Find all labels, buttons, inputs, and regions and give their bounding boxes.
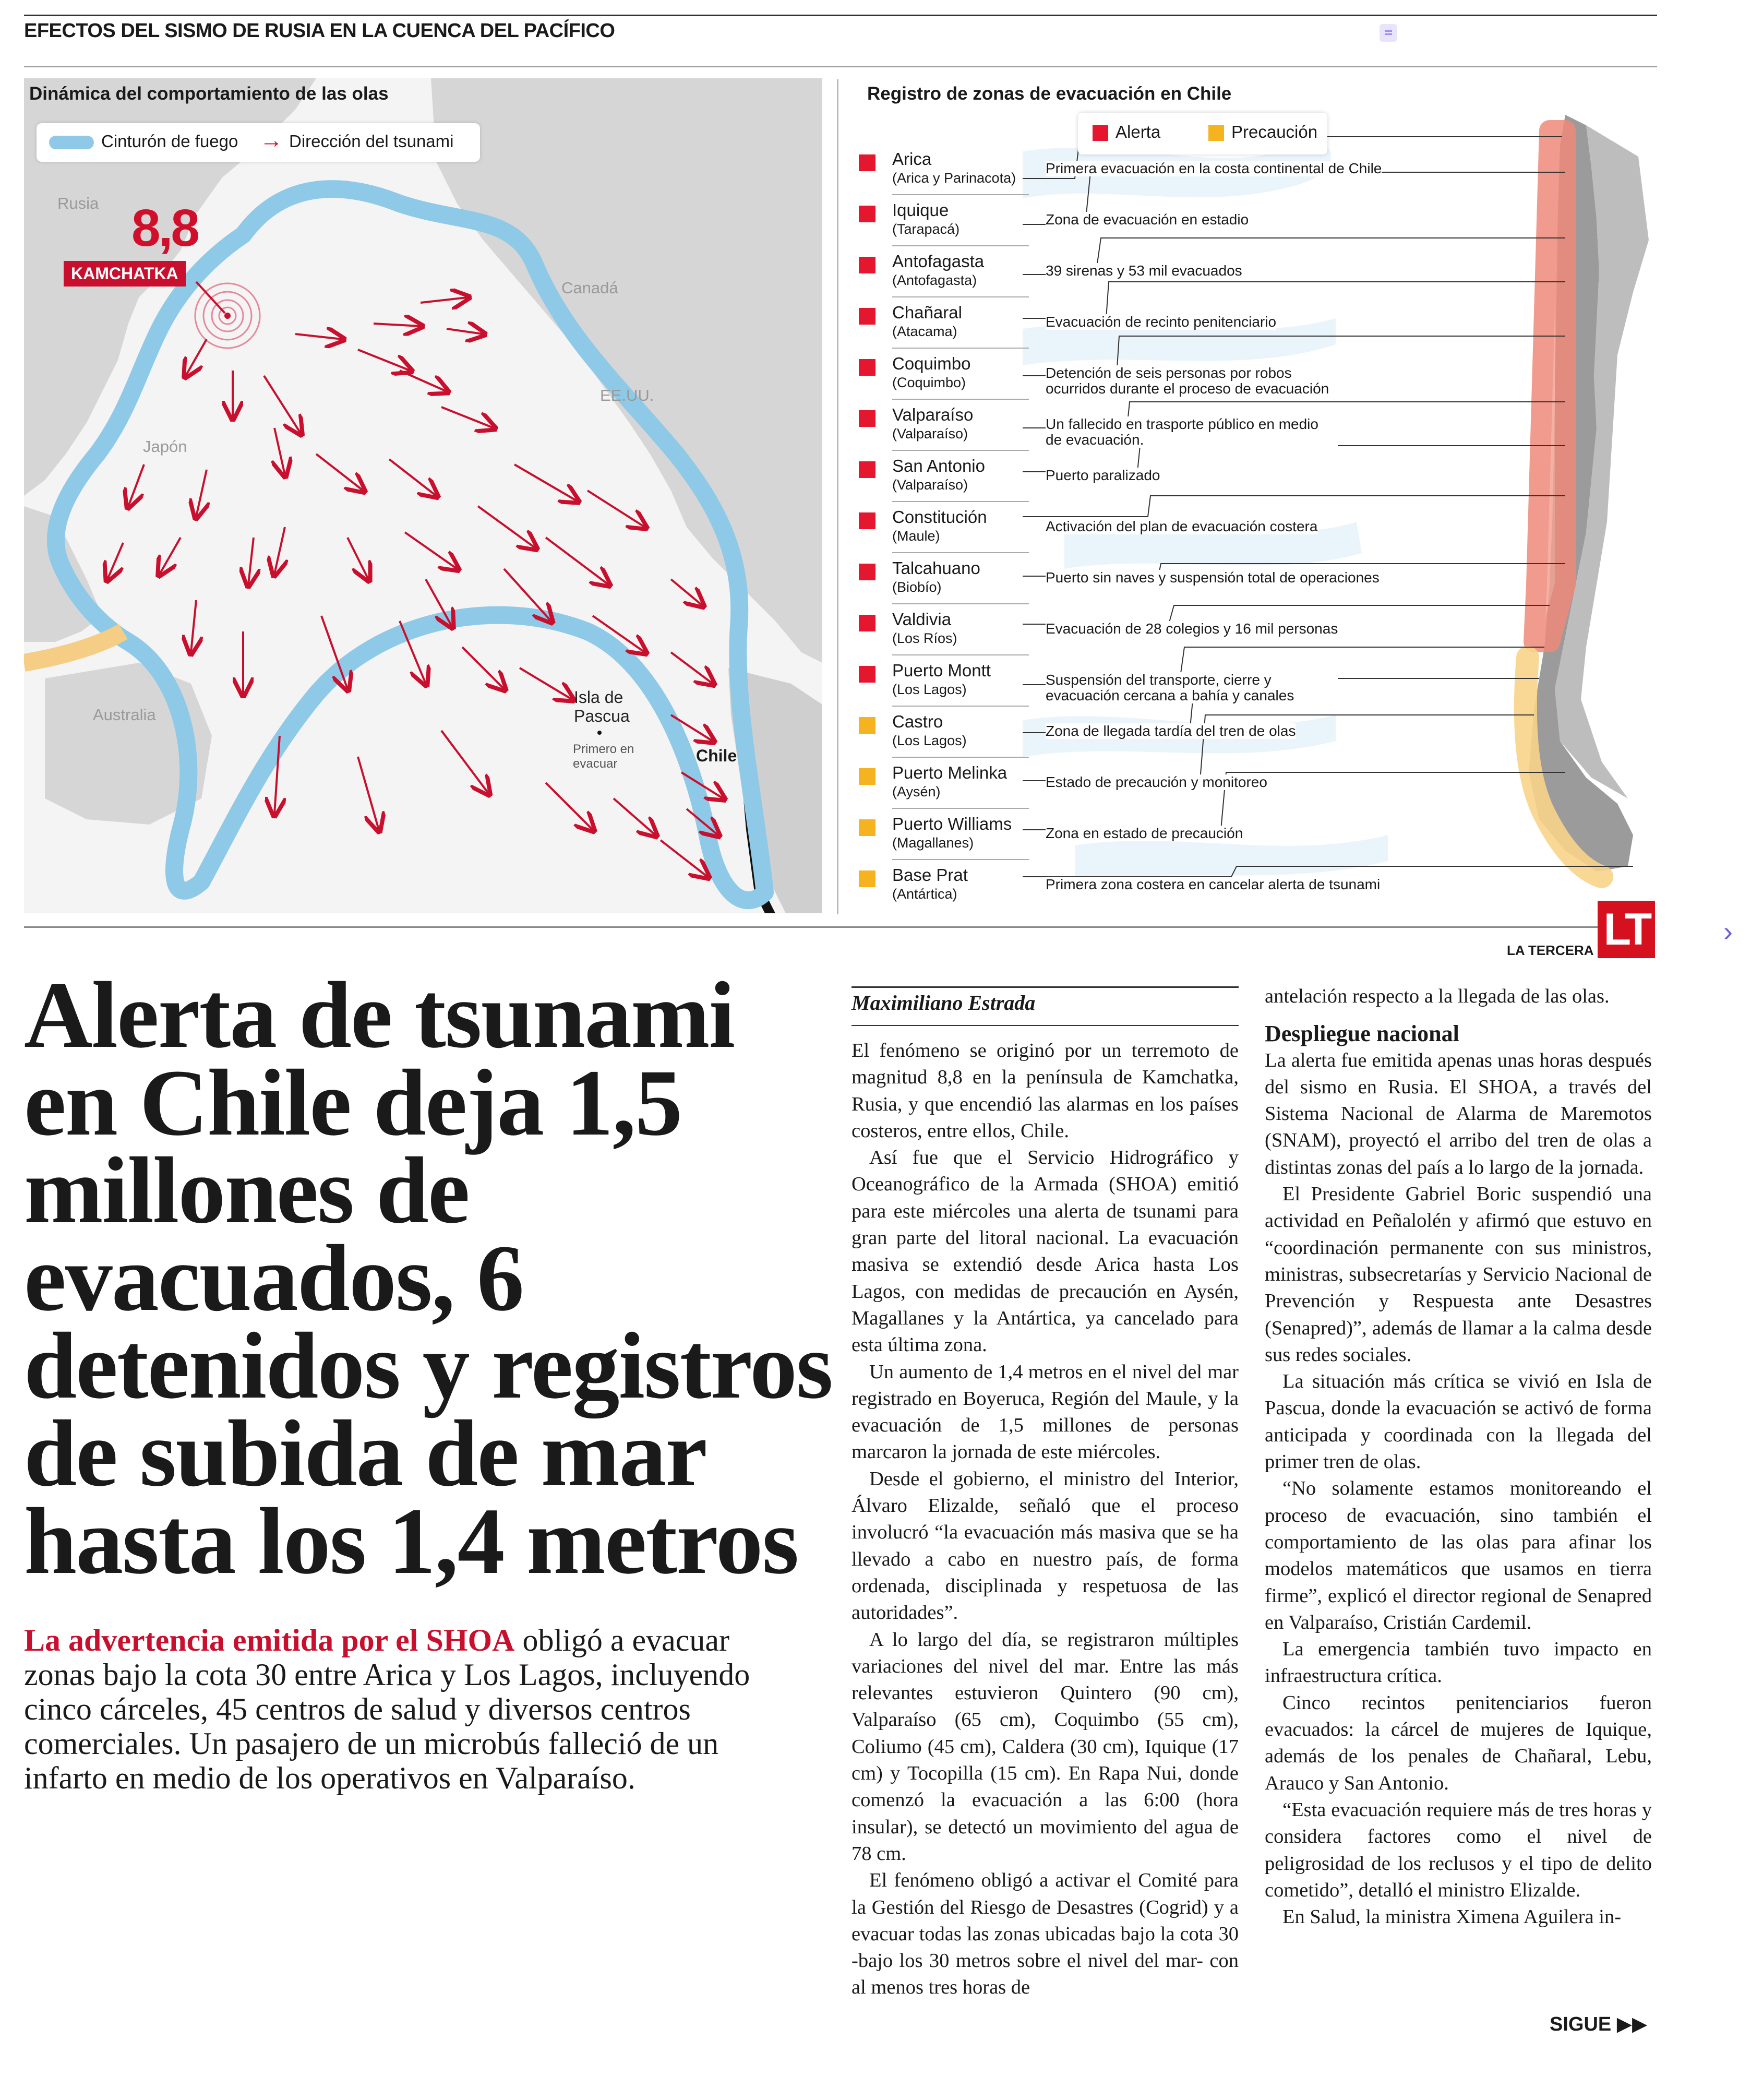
comment-icon[interactable] <box>1380 24 1397 42</box>
epicenter-tag: KAMCHATKA <box>64 261 186 287</box>
alert-marker <box>859 615 876 631</box>
caution-marker <box>859 717 876 734</box>
alert-marker <box>859 461 876 478</box>
zone-row-3 <box>859 252 1031 303</box>
zone-region: (Atacama) <box>892 324 957 339</box>
zone-name: Iquique <box>892 200 949 220</box>
zone-region: (Biobío) <box>892 579 942 595</box>
zone-note: Puerto paralizado <box>1046 467 1160 483</box>
zone-row-2 <box>859 200 1031 252</box>
byline: Maximiliano Estrada <box>851 991 1036 1015</box>
paragraph: Cinco recintos penitenciarios fueron evacuados: la cárcel de mujeres de Iquique, además de los penales de Chañaral, Lebu, Arauco y San Antonio. <box>1265 1691 1652 1794</box>
zone-name: Valdivia <box>892 610 952 629</box>
zone-note: Evacuación de recinto penitenciario <box>1046 314 1277 330</box>
zone-separator <box>892 194 1029 195</box>
zone-note: Evacuación de 28 colegios y 16 mil personas <box>1046 621 1338 637</box>
label-japan: Japón <box>143 437 187 456</box>
zone-separator <box>892 245 1029 246</box>
zone-name: Antofagasta <box>892 252 985 271</box>
zone-row-15 <box>859 865 1031 916</box>
zone-region: (Antártica) <box>892 886 957 902</box>
zone-name: Puerto Montt <box>892 661 991 680</box>
magnitude-label: 8,8 <box>131 199 198 257</box>
zone-row-8 <box>859 507 1031 558</box>
chevron-right-icon[interactable]: › <box>1723 916 1733 947</box>
zone-separator <box>892 808 1029 809</box>
label-russia: Rusia <box>57 194 99 212</box>
paragraph: A lo largo del día, se registraron múltiples variaciones del nivel del mar. Entre las más relevantes estuvieron Quintero (90 cm), Valparaíso (65 cm), Coquimbo (55 cm), Coliumo (45 cm), Caldera (30 cm), Iquique (17 cm) y Tocopilla (15 cm). En Rapa Nui, donde comenzó la evacuación a las 6:00 (hora insular), se detectó un movimiento del agua de 78 cm. <box>851 1628 1239 1865</box>
caution-marker <box>859 819 876 836</box>
alert-swatch <box>1093 125 1108 141</box>
chile-panel-title: Registro de zonas de evacuación en Chile <box>867 83 1232 104</box>
map-legend <box>37 123 480 162</box>
label-chile: Chile <box>696 746 737 765</box>
zone-row-11 <box>859 661 1031 712</box>
ring-of-fire-swatch <box>49 136 94 149</box>
evac-legend <box>1078 113 1327 154</box>
zone-region: (Los Lagos) <box>892 733 967 748</box>
zone-region: (Coquimbo) <box>892 375 966 390</box>
zone-region: (Valparaíso) <box>892 477 968 493</box>
zone-region: (Maule) <box>892 528 940 544</box>
zone-separator <box>892 296 1029 297</box>
alert-label: Alerta <box>1116 122 1161 141</box>
zone-row-10 <box>859 610 1031 661</box>
panel-divider <box>837 79 838 914</box>
zone-separator <box>892 654 1029 655</box>
byline-rule-top <box>851 986 1239 988</box>
zone-separator <box>892 603 1029 604</box>
bottom-rule <box>24 926 1621 928</box>
paragraph: “No solamente estamos monitoreando el proceso de evacuación, sino también el comportamiento de las olas para afinar los modelos matemáticos que usamos en tierra firme”, explicó el director regional de Senapred en Valparaíso, Cristián Cardemil. <box>1265 1477 1652 1633</box>
body-column-2 <box>1265 983 1652 1930</box>
zone-note: Detención de seis personas por robos ocurridos durante el proceso de evacuación <box>1046 365 1338 397</box>
subhead: Despliegue nacional <box>1265 1021 1459 1047</box>
arrow-right-icon: → <box>260 127 283 153</box>
paragraph: El Presidente Gabriel Boric suspendió una actividad en Peñalolén y afirmó que estuvo en “coordinación permanente con sus ministros, ministras, subsecretarías y Servicio Nacional de Prevención y Respuesta ante Desastres (Senapred)”, además de llamar a la calma desde sus redes sociales. <box>1265 1183 1652 1366</box>
zone-name: Base Prat <box>892 865 968 885</box>
zone-name: Talcahuano <box>892 558 980 578</box>
zone-region: (Magallanes) <box>892 835 974 851</box>
section-header: EFECTOS DEL SISMO DE RUSIA EN LA CUENCA DEL PACÍFICO <box>24 20 615 42</box>
zone-note: Un fallecido en trasporte público en medio de evacuación. <box>1046 416 1338 448</box>
byline-rule-bottom <box>851 1025 1239 1026</box>
label-australia: Australia <box>93 706 156 724</box>
zone-row-9 <box>859 558 1031 610</box>
zone-separator <box>892 757 1029 758</box>
la-tercera-logo: LT <box>1598 901 1655 958</box>
alert-marker <box>859 154 876 171</box>
zone-name: Valparaíso <box>892 405 974 424</box>
zone-region: (Tarapacá) <box>892 221 960 237</box>
zone-region: (Arica y Parinacota) <box>892 170 1016 186</box>
isla-de-pascua-label: Isla de Pascua <box>574 688 630 725</box>
isla-note: Primero en evacuar <box>573 742 634 771</box>
zone-note: Estado de precaución y monitoreo <box>1046 774 1267 790</box>
paragraph: antelación respecto a la llegada de las olas. <box>1265 985 1610 1007</box>
lede-highlight: La advertencia emitida por el SHOA <box>24 1623 515 1657</box>
zone-name: Puerto Williams <box>892 814 1012 833</box>
zone-separator <box>892 859 1029 860</box>
zone-name: Coquimbo <box>892 354 971 373</box>
headline: Alerta de tsunami en Chile deja 1,5 millones de evacuados, 6 detenidos y registros de subida de mar hasta los 1,4 metros <box>24 963 832 1594</box>
zone-note: Suspensión del transporte, cierre y evacuación cercana a bahía y canales <box>1046 672 1338 703</box>
zone-row-4 <box>859 303 1031 354</box>
zone-row-7 <box>859 456 1031 507</box>
lede-text: obligó a evacuar zonas bajo la cota 30 entre Arica y Los Lagos, incluyendo cinco cárceles, 45 centros de salud y diversos centros comerciales. Un pasajero de un microbús falleció de un infarto en medio de los operativos en Valparaíso. <box>24 1623 750 1795</box>
paragraph: El fenómeno se originó por un terremoto de magnitud 8,8 en la península de Kamchatka, Rusia, y que encendió las alarmas en los países costeros, entre ellos, Chile. <box>851 1040 1239 1142</box>
continue-label[interactable]: SIGUE ▶▶ <box>1550 2013 1648 2035</box>
label-canada: Canadá <box>561 279 618 297</box>
zone-separator <box>892 552 1029 553</box>
paragraph: Desde el gobierno, el ministro del Interior, Álvaro Elizalde, señaló que el proceso involucró “la evacuación más masiva que se ha llevado a cabo en nuestro país, de forma ordenada, disciplinada y respetuosa de las autoridades”. <box>851 1467 1239 1624</box>
caution-marker <box>859 870 876 887</box>
zone-row-1 <box>859 149 1031 200</box>
zone-region: (Aysén) <box>892 784 941 800</box>
zone-note: Primera evacuación en la costa continental de Chile <box>1046 160 1382 176</box>
zone-note: Zona de llegada tardía del tren de olas <box>1046 723 1296 739</box>
zone-note: Zona en estado de precaución <box>1046 825 1243 841</box>
alert-marker <box>859 206 876 222</box>
alert-marker <box>859 308 876 325</box>
lede <box>24 1623 807 1795</box>
alert-marker <box>859 564 876 580</box>
zone-row-5 <box>859 354 1031 405</box>
paragraph: La emergencia también tuvo impacto en infraestructura crítica. <box>1265 1638 1652 1687</box>
paragraph: La alerta fue emitida apenas unas horas después del sismo en Rusia. El SHOA, a través del Sistema Nacional de Alarma de Maremotos (SNAM), proyectó el arribo del tren de olas a distintas zonas del país a lo largo de la jornada. <box>1265 1049 1652 1178</box>
zone-region: (Valparaíso) <box>892 426 968 442</box>
paragraph: El fenómeno obligó a activar el Comité para la Gestión del Riesgo de Desastres (Cogrid) y a evacuar todas las zonas ubicadas bajo la cota 30 -bajo los 30 metros sobre el nivel del mar- con al menos tres horas de <box>851 1869 1239 1999</box>
label-usa: EE.UU. <box>600 386 654 404</box>
paragraph: En Salud, la ministra Ximena Aguilera in- <box>1282 1906 1622 1928</box>
zone-name: Arica <box>892 149 932 169</box>
zone-name: Constitución <box>892 507 987 527</box>
zone-separator <box>892 348 1029 349</box>
top-rule <box>24 15 1657 16</box>
zone-region: (Los Ríos) <box>892 630 957 646</box>
zone-separator <box>892 501 1029 502</box>
alert-marker <box>859 257 876 273</box>
alert-marker <box>859 512 876 529</box>
zone-row-14 <box>859 814 1031 865</box>
ring-of-fire-label: Cinturón de fuego <box>101 132 238 151</box>
zone-row-13 <box>859 763 1031 814</box>
zone-name: Chañaral <box>892 303 962 322</box>
zone-region: (Antofagasta) <box>892 272 977 288</box>
zone-separator <box>892 450 1029 451</box>
zone-note: 39 sirenas y 53 mil evacuados <box>1046 262 1242 279</box>
header-rule <box>24 66 1657 67</box>
alert-marker <box>859 359 876 376</box>
zone-note: Primera zona costera en cancelar alerta de tsunami <box>1046 876 1381 892</box>
paragraph: La situación más crítica se vivió en Isla de Pascua, donde la evacuación se activó de forma anticipada y coordinada con la llegada del primer tren de olas. <box>1265 1370 1652 1473</box>
paragraph: “Esta evacuación requiere más de tres horas y considera factores como el nivel de peligrosidad de los reclusos y el tipo de delito cometido”, detalló el ministro Elizalde. <box>1265 1798 1652 1901</box>
zone-region: (Los Lagos) <box>892 682 967 697</box>
credit-label: LA TERCERA <box>1507 942 1594 958</box>
zone-row-12 <box>859 712 1031 763</box>
zone-separator <box>892 706 1029 707</box>
zone-note: Zona de evacuación en estadio <box>1046 211 1249 228</box>
caution-marker <box>859 768 876 785</box>
paragraph: Un aumento de 1,4 metros en el nivel del mar registrado en Boyeruca, Región del Maule, y la evacuación de 1,5 millones de personas marcaron la jornada de este miércoles. <box>851 1361 1239 1463</box>
caution-label: Precaución <box>1231 122 1318 141</box>
tsunami-direction-label: Dirección del tsunami <box>289 132 454 151</box>
body-column-1 <box>851 1037 1239 2001</box>
zone-name: Castro <box>892 712 943 731</box>
zone-name: San Antonio <box>892 456 985 475</box>
zone-note: Activación del plan de evacuación costera <box>1046 518 1318 534</box>
zone-note: Puerto sin naves y suspensión total de operaciones <box>1046 569 1380 586</box>
alert-marker <box>859 666 876 683</box>
alert-marker <box>859 410 876 427</box>
caution-swatch <box>1208 125 1224 141</box>
zone-separator <box>892 399 1029 400</box>
zone-row-6 <box>859 405 1031 456</box>
map-panel-title: Dinámica del comportamiento de las olas <box>29 83 389 104</box>
paragraph: Así fue que el Servicio Hidrográfico y Oceanográfico de la Armada (SHOA) emitió para este miércoles una alerta de tsunami para gran parte del litoral nacional. La evacuación masiva se extendió desde Arica hasta Los Lagos, con medidas de precaución en Aysén, Magallanes y la Antártica, ya cancelado para esta última zona. <box>851 1147 1239 1356</box>
zone-name: Puerto Melinka <box>892 763 1008 782</box>
